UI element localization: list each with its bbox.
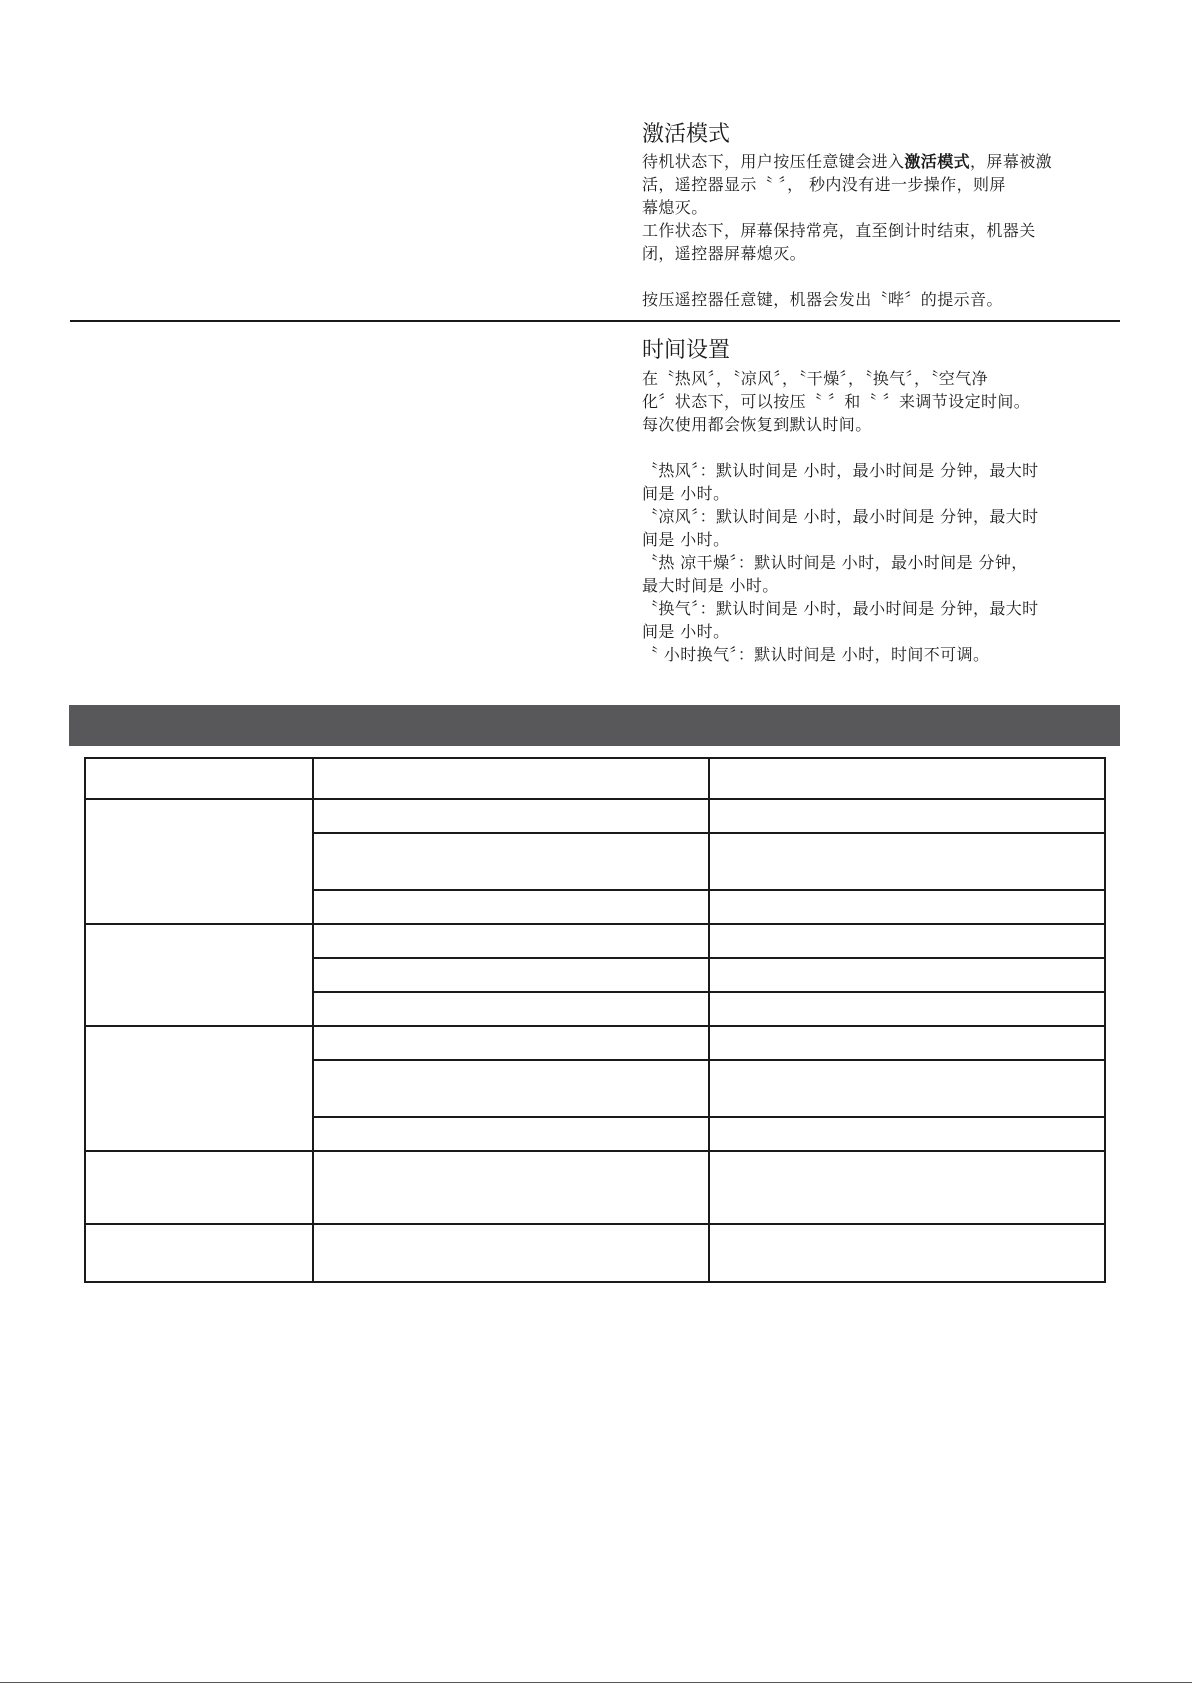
- activation-line-4: 工作状态下，屏幕保持常亮，直至倒计时结束，机器关: [642, 221, 1036, 240]
- activation-line-1: 待机状态下，用户按压任意键会进入激活模式，屏幕被激: [642, 152, 1053, 171]
- table-subrow-line: [312, 889, 1104, 891]
- table-subrow-line: [312, 1059, 1104, 1061]
- table-subrow-line: [312, 1116, 1104, 1118]
- time-line-8: 间是 小时。: [642, 530, 730, 549]
- activation-line-2: 活，遥控器显示〝 〞， 秒内没有进一步操作，则屏: [642, 175, 1006, 194]
- time-line-6: 间是 小时。: [642, 484, 730, 503]
- time-line-13: 〝 小时换气〞：默认时间是 小时，时间不可调。: [642, 645, 990, 664]
- activation-line-6: [642, 265, 1106, 288]
- activation-title: 激活模式: [642, 122, 731, 147]
- spec-table: [84, 757, 1106, 1283]
- activation-paragraph: [642, 150, 1106, 311]
- activation-line-5: 闭，遥控器屏幕熄灭。: [642, 244, 807, 263]
- time-line-1: 在〝热风〞，〝凉风〞，〝干燥〞，〝换气〞，〝空气净: [642, 369, 989, 388]
- section-divider: [70, 320, 1120, 322]
- time-setting-title: 时间设置: [642, 338, 731, 363]
- time-line-12: 间是 小时。: [642, 622, 730, 641]
- table-subrow-line: [312, 991, 1104, 993]
- table-row-line: [86, 798, 1104, 800]
- time-line-2: 化〞状态下，可以按压〝 〞和〝 〞来调节设定时间。: [642, 392, 1031, 411]
- table-col-divider-2: [708, 759, 710, 1281]
- table-row-line: [86, 1150, 1104, 1152]
- table-row-line: [86, 1025, 1104, 1027]
- table-row-line: [86, 1223, 1104, 1225]
- time-line-10: 最大时间是 小时。: [642, 576, 779, 595]
- time-line-11: 〝换气〞：默认时间是 小时，最小时间是 分钟，最大时: [642, 599, 1039, 618]
- troubleshooting-header-band: [69, 705, 1120, 746]
- table-subrow-line: [312, 957, 1104, 959]
- time-line-5: 〝热风〞：默认时间是 小时，最小时间是 分钟，最大时: [642, 461, 1039, 480]
- page-bottom-rule: [0, 1682, 1192, 1683]
- table-row-line: [86, 923, 1104, 925]
- activation-line-7: 按压遥控器任意键，机器会发出〝哔〞的提示音。: [642, 290, 1003, 309]
- time-line-3: 每次使用都会恢复到默认时间。: [642, 415, 872, 434]
- activation-line-3: 幕熄灭。: [642, 198, 708, 217]
- time-line-4: [642, 436, 1106, 459]
- time-setting-paragraph: [642, 367, 1106, 666]
- table-col-divider-1: [312, 759, 314, 1281]
- table-subrow-line: [312, 832, 1104, 834]
- time-line-7: 〝凉风〞：默认时间是 小时，最小时间是 分钟，最大时: [642, 507, 1039, 526]
- time-line-9: 〝热 凉干燥〞：默认时间是 小时，最小时间是 分钟，: [642, 553, 1028, 572]
